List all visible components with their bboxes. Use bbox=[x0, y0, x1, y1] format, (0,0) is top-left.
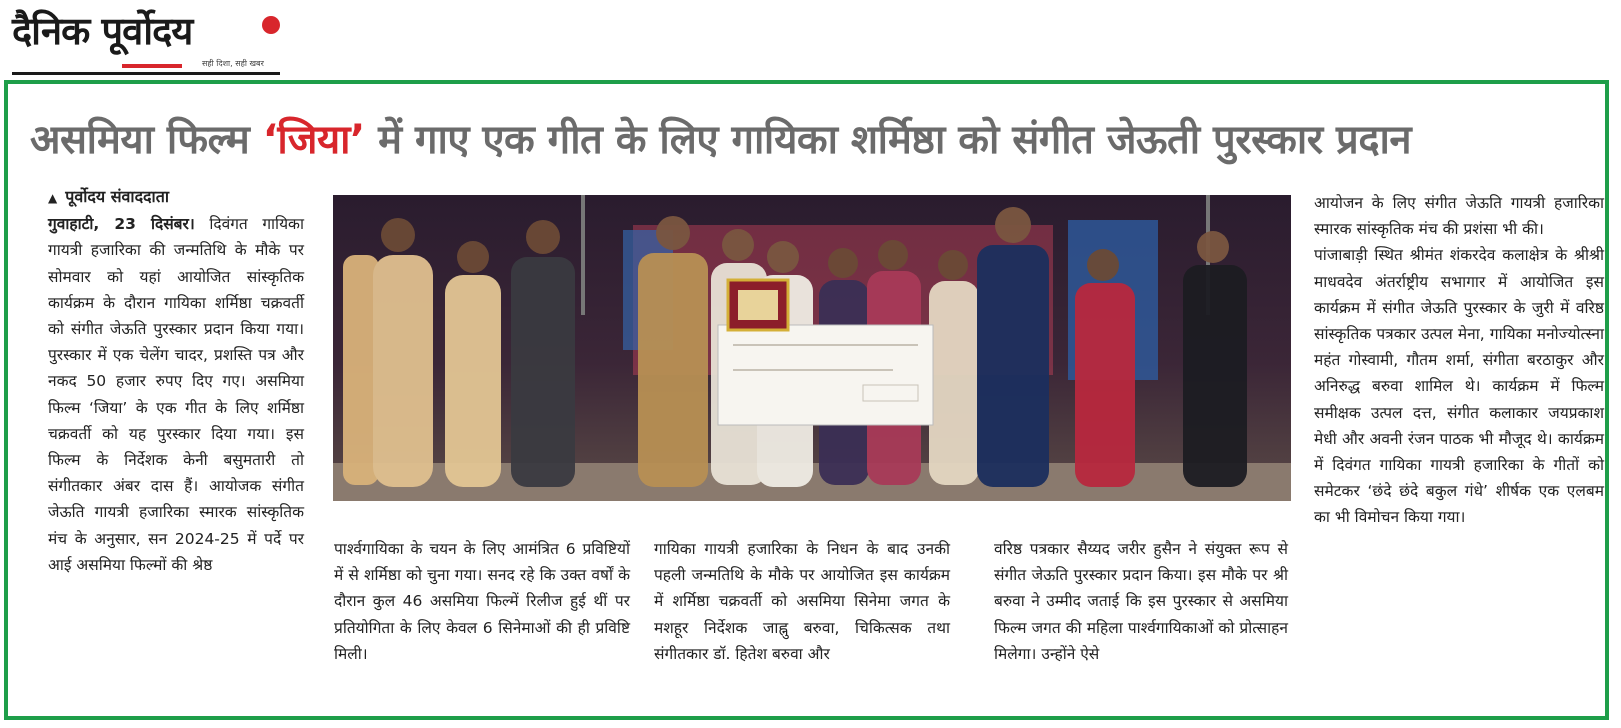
article-headline bbox=[30, 108, 1600, 172]
headline-post: में गाए एक गीत के लिए गायिका शर्मिष्ठा को संगीत जेऊती पुरस्कार प्रदान bbox=[364, 117, 1412, 163]
byline-text: पूर्वोदय संवाददाता bbox=[65, 187, 169, 206]
dateline: गुवाहाटी, 23 दिसंबर। bbox=[48, 215, 195, 234]
article-column-1 bbox=[48, 184, 304, 578]
column-3-text: गायिका गायत्री हजारिका के निधन के बाद उनकी पहली जन्मतिथि के मौके पर आयोजित इस कार्यक्रम में शर्मिष्ठा चक्रवर्ती को असमिया सिनेमा जगत के मशहूर निर्देशक जाह्नु बरुवा, चिकित्सक तथा संगीतकार डॉ. हितेश बरुवा और bbox=[654, 540, 950, 663]
headline-film-title: ‘जिया’ bbox=[262, 117, 365, 163]
headline-pre: असमिया फिल्म bbox=[30, 117, 263, 163]
masthead-tagline: सही दिशा, सही खबर bbox=[202, 59, 264, 68]
masthead-accent-bar bbox=[122, 64, 182, 68]
column-1-text: दिवंगत गायिका गायत्री हजारिका की जन्मतिथि के मौके पर सोमवार को यहां आयोजित सांस्कृतिक कार्यक्रम के दौरान गायिका शर्मिष्ठा चक्रवर्ती को संगीत जेऊति पुरस्कार प्रदान किया गया। पुरस्कार में एक चेलेंग चादर, प्रशस्ति पत्र और नकद 50 हजार रुपए दिए गए। असमिया फिल्म ‘जिया’ के एक गीत के लिए शर्मिष्ठा चक्रवर्ती को यह पुरस्कार दिया गया। इस फिल्म के निर्देशक केनी बसुमतारी तो संगीतकार अंबर दास हैं। आयोजक संगीत जेऊति गायत्री हजारिका स्मारक सांस्कृतिक मंच के अनुसार, सन 2024-25 में पर्दे पर आई असमिया फिल्मों की श्रेष्ठ bbox=[48, 215, 304, 574]
masthead-logo-dot bbox=[262, 16, 280, 34]
article-column-2 bbox=[334, 536, 630, 667]
byline bbox=[48, 184, 304, 211]
column-5-paragraph-2: पांजाबाड़ी स्थित श्रीमंत शंकरदेव कलाक्षेत्र के श्रीश्री माधवदेव अंतर्राष्ट्रीय सभागार में आयोजित इस कार्यक्रम में संगीत जेऊति पुरस्कार के जुरी में वरिष्ठ सांस्कृतिक पत्रकार उत्पल मेना, गायिका मनोज्योत्स्ना महंत गोस्वामी, गौतम शर्मा, संगीता बरठाकुर और अनिरुद्ध बरुवा शामिल थे। कार्यक्रम में फिल्म समीक्षक उत्पल दत्त, संगीत कलाकार जयप्रकाश मेधी और अवनी रंजन पाठक भी मौजूद थे। कार्यक्रम में दिवंगत गायिका गायत्री हजारिका के गीतों को समेटकर ‘छंदे छंदे बकुल गंधे’ शीर्षक एक एलबम का भी विमोचन किया गया। bbox=[1314, 246, 1604, 527]
column-5-paragraph-1: आयोजन के लिए संगीत जेऊति गायत्री हजारिका स्मारक सांस्कृतिक मंच की प्रशंसा भी की। bbox=[1314, 194, 1604, 239]
article-column-5 bbox=[1314, 190, 1604, 531]
masthead-title: दैनिक पूर्वोदय bbox=[12, 9, 193, 53]
column-2-text: पार्श्वगायिका के चयन के लिए आमंत्रित 6 प्रविष्टियों में से शर्मिष्ठा को चुना गया। सनद रहे कि उक्त वर्षों के दौरान कुल 46 असमिया फिल्में रिलीज हुई थीं पर प्रतियोगिता के लिए केवल 6 सिनेमाओं की ही प्रविष्टि मिली। bbox=[334, 540, 630, 663]
column-4-text: वरिष्ठ पत्रकार सैय्यद जरीर हुसैन ने संयुक्त रूप से संगीत जेऊति पुरस्कार प्रदान किया। इस मौके पर श्री बरुवा ने उम्मीद जताई कि इस पुरस्कार से असमिया फिल्म जगत की महिला पार्श्वगायिकाओं को प्रोत्साहन मिलेगा। उन्होंने ऐसे bbox=[994, 540, 1288, 663]
byline-triangle-icon: ▲ bbox=[48, 191, 58, 205]
lead-paragraph bbox=[48, 211, 304, 578]
article-column-3 bbox=[654, 536, 950, 667]
article-column-4 bbox=[994, 536, 1288, 667]
masthead-rule bbox=[12, 72, 280, 75]
masthead bbox=[12, 6, 282, 74]
event-photo bbox=[333, 195, 1291, 501]
